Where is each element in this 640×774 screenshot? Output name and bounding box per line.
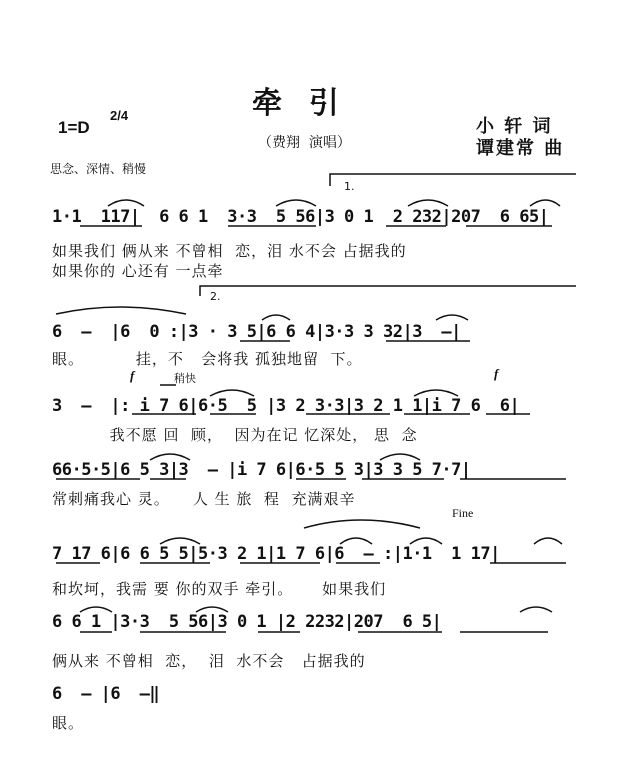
tempo-marking: 思念、深情、稍慢 bbox=[50, 162, 147, 176]
slur bbox=[196, 607, 228, 612]
lyrics-row-5: 和坎坷，我需 要 你的双手 牵引。 如果我们 bbox=[52, 580, 387, 598]
notation-row-4: 66·5·5|6 5 3|3 — |i 7 6|6·5 5 3|3 3 5 7·7| bbox=[52, 460, 471, 480]
notation-row-5: 7 17 6|6 6 5 5|5·3 2 1|1 7 6|6 — :|1·1 1 17| bbox=[52, 544, 500, 564]
fine-mark: Fine bbox=[452, 506, 474, 520]
lyrics-row-1-verse-2: 如果你的 心还有 一点牵 bbox=[52, 262, 224, 280]
volta-1-label: 1. bbox=[344, 180, 355, 193]
key-signature: 1=D bbox=[58, 118, 90, 137]
song-title: 牵 引 bbox=[252, 86, 341, 121]
notation-row-7: 6 — |6 —‖ bbox=[52, 684, 160, 704]
slur bbox=[436, 315, 468, 320]
slur bbox=[520, 607, 552, 612]
notation-row-6: 6 6 1 |3·3 5 56|3 0 1 |2 2232|207 6 5| bbox=[52, 612, 442, 632]
slur bbox=[56, 307, 186, 314]
singer-subtitle: （费翔 演唱） bbox=[258, 135, 351, 151]
tempo-change-mark: 稍快 bbox=[174, 372, 196, 385]
time-signature-value: 2/4 bbox=[110, 108, 129, 123]
composer-credit: 谭建常 曲 bbox=[476, 138, 565, 159]
slur bbox=[410, 538, 442, 544]
lyrics-row-1-verse-1: 如果我们 俩从来 不曾相 恋，泪 水不会 占据我的 bbox=[52, 242, 407, 260]
slur bbox=[380, 454, 420, 460]
notation-row-1: 1·1 117| 6 6 1 3·3 5 56|3 0 1 2 232|207 6 65| bbox=[52, 207, 549, 227]
forte-mark-1: f bbox=[130, 368, 135, 383]
notation-row-2: 6 — |6 0 :|3 · 3 5|6 6 4|3·3 3 32|3 —| bbox=[52, 322, 461, 342]
slur bbox=[414, 390, 458, 396]
forte-mark-2: f bbox=[494, 366, 499, 381]
slur bbox=[80, 607, 112, 612]
lyrics-row-3: 我不愿 回 顾， 因为在记 忆深处， 思 念 bbox=[52, 426, 418, 444]
slur bbox=[276, 200, 316, 206]
slur bbox=[108, 200, 144, 206]
lyrics-row-7: 眼。 bbox=[52, 714, 85, 732]
slur bbox=[340, 538, 372, 544]
lyrics-row-4: 常刺痛我心 灵。 人 生 旅 程 充满艰辛 bbox=[52, 490, 356, 508]
lyrics-row-6: 俩从来 不曾相 恋， 泪 水不会 占据我的 bbox=[52, 652, 366, 670]
slur bbox=[408, 200, 448, 206]
slur bbox=[534, 538, 562, 544]
volta-2-label: 2. bbox=[210, 290, 221, 303]
slur bbox=[210, 390, 254, 396]
volta-2-bracket bbox=[200, 286, 576, 296]
slur bbox=[530, 200, 560, 206]
slur bbox=[160, 538, 200, 544]
slur bbox=[262, 315, 290, 320]
volta-1-bracket bbox=[330, 174, 576, 186]
slur bbox=[150, 454, 190, 460]
slur bbox=[304, 520, 420, 528]
lyricist-credit: 小 轩 词 bbox=[476, 116, 553, 137]
notation-row-3: 3 — |: i 7 6|6·5 5 |3 2 3·3|3 2 1 1|i 7 6 6| bbox=[52, 396, 520, 416]
lyrics-row-2: 眼。 挂，不 会将我 孤独地留 下。 bbox=[52, 350, 363, 368]
